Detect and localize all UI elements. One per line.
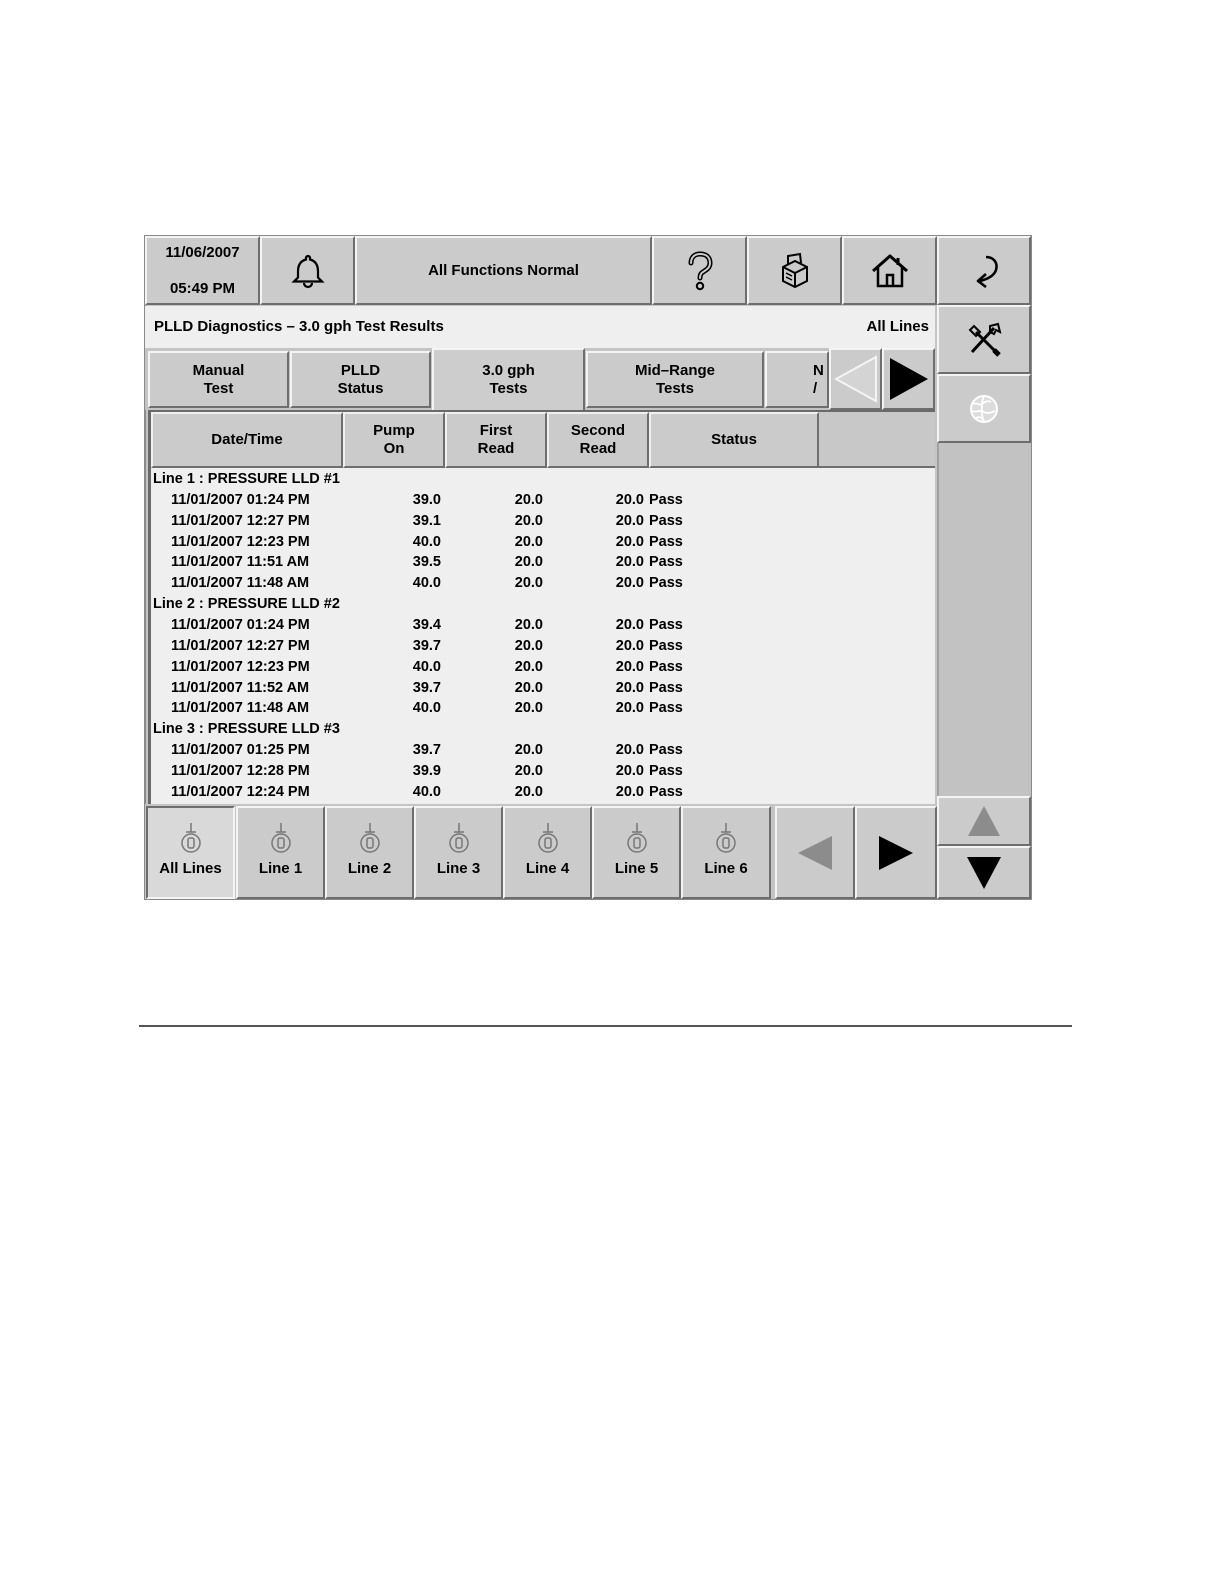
line-button-3[interactable] bbox=[414, 806, 503, 899]
cell-status: Pass bbox=[649, 742, 683, 759]
cell-status: Pass bbox=[649, 700, 683, 717]
pump-nozzle-icon bbox=[713, 822, 739, 856]
page-divider bbox=[139, 1025, 1072, 1027]
line-button-1[interactable] bbox=[236, 806, 325, 899]
cell-status: Pass bbox=[649, 637, 683, 654]
cell-date-time: 11/01/2007 11:52 AM bbox=[171, 679, 310, 696]
cell-status: Pass bbox=[649, 512, 683, 529]
cell-status: Pass bbox=[649, 533, 683, 550]
cell-second-read: 20.0 bbox=[615, 616, 644, 633]
triangle-up-icon bbox=[966, 804, 1002, 838]
cell-status: Pass bbox=[649, 616, 683, 633]
date-time-display bbox=[145, 236, 260, 305]
triangle-right-icon bbox=[888, 356, 930, 402]
tab-plld-status[interactable] bbox=[290, 351, 431, 408]
tab-scroll-left-button[interactable] bbox=[829, 348, 882, 410]
group-header-row[interactable] bbox=[151, 594, 935, 615]
table-row[interactable] bbox=[151, 698, 935, 719]
line-button-label: Line 4 bbox=[525, 860, 570, 877]
cell-second-read: 20.0 bbox=[615, 783, 644, 800]
cell-first-read: 20.0 bbox=[514, 554, 543, 571]
results-rows bbox=[151, 470, 935, 804]
line-button-label: Line 5 bbox=[614, 860, 659, 877]
cell-first-read: 20.0 bbox=[514, 512, 543, 529]
table-row[interactable] bbox=[151, 657, 935, 678]
cell-pump-on: 39.9 bbox=[412, 762, 441, 779]
tab-label: 3.0 gph Tests bbox=[482, 362, 535, 397]
cell-date-time: 11/01/2007 12:27 PM bbox=[171, 512, 310, 529]
cell-first-read: 20.0 bbox=[514, 679, 543, 696]
cell-second-read: 20.0 bbox=[615, 700, 644, 717]
column-header-second-read[interactable]: Second Read bbox=[547, 412, 649, 468]
cell-pump-on: 39.7 bbox=[412, 679, 441, 696]
line-button-label: Line 2 bbox=[347, 860, 392, 877]
line-button-label: All Lines bbox=[159, 860, 222, 877]
home-icon bbox=[869, 251, 911, 291]
table-row[interactable] bbox=[151, 615, 935, 636]
cell-second-read: 20.0 bbox=[615, 512, 644, 529]
table-row[interactable] bbox=[151, 490, 935, 511]
table-row[interactable] bbox=[151, 552, 935, 573]
cell-status: Pass bbox=[649, 575, 683, 592]
help-button[interactable] bbox=[652, 236, 747, 305]
cell-pump-on: 40.0 bbox=[412, 575, 441, 592]
line-button-label: Line 3 bbox=[436, 860, 481, 877]
cell-date-time: 11/01/2007 01:24 PM bbox=[171, 616, 310, 633]
cell-pump-on: 40.0 bbox=[412, 658, 441, 675]
cell-second-read: 20.0 bbox=[615, 742, 644, 759]
back-button[interactable] bbox=[937, 236, 1031, 305]
cell-date-time: 11/01/2007 01:25 PM bbox=[171, 742, 310, 759]
column-header-date-time[interactable]: Date/Time bbox=[151, 412, 343, 468]
cell-pump-on: 39.0 bbox=[412, 491, 441, 508]
cell-date-time: 11/01/2007 12:24 PM bbox=[171, 783, 310, 800]
tools-button[interactable] bbox=[937, 305, 1031, 374]
cell-first-read: 20.0 bbox=[514, 575, 543, 592]
table-row[interactable] bbox=[151, 740, 935, 761]
cell-second-read: 20.0 bbox=[615, 762, 644, 779]
column-header-first-read[interactable]: First Read bbox=[445, 412, 547, 468]
cell-pump-on: 40.0 bbox=[412, 700, 441, 717]
triangle-left-icon bbox=[834, 355, 878, 403]
cell-status: Pass bbox=[649, 658, 683, 675]
cell-date-time: 11/01/2007 12:23 PM bbox=[171, 533, 310, 550]
cell-date-time: 11/01/2007 11:48 AM bbox=[171, 575, 310, 592]
tools-icon bbox=[964, 320, 1004, 360]
tab-label: Mid–Range Tests bbox=[634, 361, 715, 397]
help-icon bbox=[680, 250, 720, 292]
group-header-label: Line 2 : PRESSURE LLD #2 bbox=[153, 596, 340, 613]
line-button-all[interactable] bbox=[146, 806, 235, 899]
group-header-row[interactable] bbox=[151, 719, 935, 740]
line-button-label: Line 6 bbox=[704, 860, 748, 877]
cell-first-read: 20.0 bbox=[514, 762, 543, 779]
cell-status: Pass bbox=[649, 762, 683, 779]
alarm-button[interactable] bbox=[260, 236, 355, 305]
triangle-down-icon bbox=[965, 855, 1003, 891]
bell-icon bbox=[288, 251, 328, 291]
back-icon bbox=[964, 251, 1004, 291]
cell-second-read: 20.0 bbox=[615, 533, 644, 550]
current-date: 11/06/2007 bbox=[165, 243, 240, 261]
line-filter-label: All Lines bbox=[866, 318, 929, 335]
tab-next-partial[interactable] bbox=[765, 351, 829, 408]
group-header-label: Line 3 : PRESSURE LLD #3 bbox=[153, 721, 340, 738]
line-button-2[interactable] bbox=[325, 806, 414, 899]
table-row[interactable] bbox=[151, 532, 935, 553]
results-table bbox=[148, 410, 935, 804]
home-button[interactable] bbox=[842, 236, 937, 305]
cell-second-read: 20.0 bbox=[615, 491, 644, 508]
tab-scroll-right-button[interactable] bbox=[882, 348, 935, 410]
line-button-6[interactable] bbox=[681, 806, 771, 899]
scroll-down-button[interactable] bbox=[937, 846, 1031, 899]
cell-pump-on: 39.5 bbox=[412, 554, 441, 571]
line-button-label: Line 1 bbox=[258, 860, 303, 877]
cell-second-read: 20.0 bbox=[615, 575, 644, 592]
cell-date-time: 11/01/2007 12:28 PM bbox=[171, 762, 310, 779]
column-header-pump-on[interactable]: Pump On bbox=[343, 412, 445, 468]
cell-first-read: 20.0 bbox=[514, 658, 543, 675]
table-row[interactable] bbox=[151, 573, 935, 594]
pump-nozzle-icon bbox=[624, 822, 650, 856]
line-page-right-button[interactable] bbox=[855, 806, 937, 899]
tab-3gph-tests[interactable] bbox=[432, 348, 585, 410]
triangle-left-icon bbox=[796, 834, 834, 872]
cell-second-read: 20.0 bbox=[615, 658, 644, 675]
cell-first-read: 20.0 bbox=[514, 616, 543, 633]
cell-status: Pass bbox=[649, 679, 683, 696]
triangle-right-icon bbox=[877, 834, 915, 872]
column-header-filler bbox=[819, 412, 935, 468]
group-header-row[interactable] bbox=[151, 469, 935, 490]
cell-date-time: 11/01/2007 11:48 AM bbox=[171, 700, 310, 717]
table-row[interactable] bbox=[151, 782, 935, 803]
cell-status: Pass bbox=[649, 554, 683, 571]
table-row[interactable] bbox=[151, 678, 935, 699]
line-page-left-button[interactable] bbox=[775, 806, 855, 899]
table-row[interactable] bbox=[151, 636, 935, 657]
pump-nozzle-icon bbox=[357, 822, 383, 856]
pump-nozzle-icon bbox=[178, 822, 204, 856]
table-row[interactable] bbox=[151, 761, 935, 782]
globe-icon bbox=[967, 392, 1001, 426]
globe-button[interactable] bbox=[937, 374, 1031, 443]
status-message: All Functions Normal bbox=[428, 261, 579, 279]
cell-first-read: 20.0 bbox=[514, 637, 543, 654]
current-time: 05:49 PM bbox=[169, 279, 236, 297]
group-header-label: Line 1 : PRESSURE LLD #1 bbox=[153, 471, 340, 487]
cell-date-time: 11/01/2007 12:23 PM bbox=[171, 658, 310, 675]
cell-status: Pass bbox=[649, 491, 683, 508]
table-row[interactable] bbox=[151, 511, 935, 532]
pump-nozzle-icon bbox=[268, 822, 294, 856]
print-button[interactable] bbox=[747, 236, 842, 305]
tab-label: PLLD Status bbox=[337, 361, 384, 397]
cell-status: Pass bbox=[649, 783, 683, 800]
tab-mid-range-tests[interactable] bbox=[586, 351, 764, 408]
side-panel-blank bbox=[937, 443, 1031, 796]
scroll-up-button[interactable] bbox=[937, 796, 1031, 846]
tab-label: N / bbox=[813, 362, 824, 397]
cell-date-time: 11/01/2007 12:27 PM bbox=[171, 637, 310, 654]
pump-nozzle-icon bbox=[535, 822, 561, 856]
cell-date-time: 11/01/2007 01:24 PM bbox=[171, 491, 310, 508]
column-header-status[interactable]: Status bbox=[649, 412, 819, 468]
line-button-4[interactable] bbox=[503, 806, 592, 899]
cell-pump-on: 39.7 bbox=[412, 637, 441, 654]
printer-icon bbox=[775, 251, 815, 291]
line-button-5[interactable] bbox=[592, 806, 681, 899]
cell-pump-on: 39.1 bbox=[412, 512, 441, 529]
cell-second-read: 20.0 bbox=[615, 679, 644, 696]
cell-first-read: 20.0 bbox=[514, 533, 543, 550]
cell-first-read: 20.0 bbox=[514, 742, 543, 759]
cell-pump-on: 40.0 bbox=[412, 783, 441, 800]
cell-pump-on: 40.0 bbox=[412, 533, 441, 550]
cell-pump-on: 39.7 bbox=[412, 742, 441, 759]
cell-first-read: 20.0 bbox=[514, 491, 543, 508]
pump-nozzle-icon bbox=[446, 822, 472, 856]
status-message-panel[interactable] bbox=[355, 236, 652, 305]
cell-second-read: 20.0 bbox=[615, 554, 644, 571]
page-title: PLLD Diagnostics – 3.0 gph Test Results bbox=[154, 318, 444, 335]
cell-second-read: 20.0 bbox=[615, 637, 644, 654]
cell-pump-on: 39.4 bbox=[412, 616, 441, 633]
title-bar bbox=[145, 306, 935, 348]
tab-manual-test[interactable] bbox=[148, 351, 289, 408]
cell-date-time: 11/01/2007 11:51 AM bbox=[171, 554, 310, 571]
tab-label: Manual Test bbox=[192, 361, 245, 397]
cell-first-read: 20.0 bbox=[514, 700, 543, 717]
cell-first-read: 20.0 bbox=[514, 783, 543, 800]
